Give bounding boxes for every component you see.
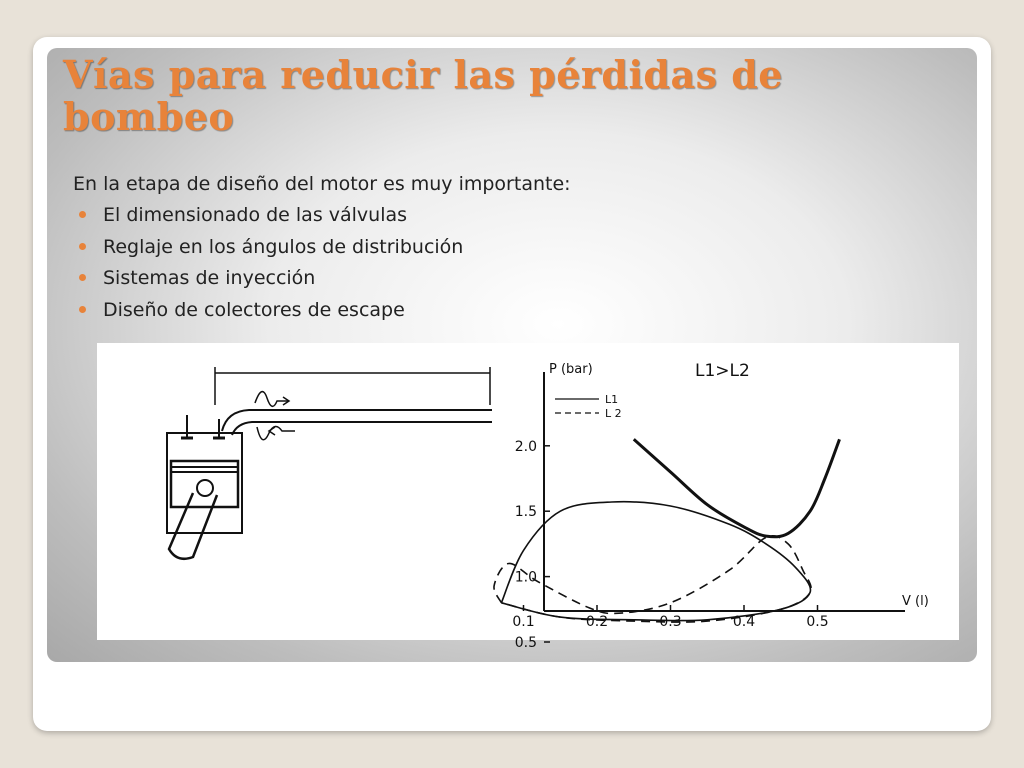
bullet-text: Sistemas de inyección xyxy=(103,267,316,289)
pipe-outer-wall xyxy=(222,410,492,431)
figure-panel xyxy=(97,343,959,651)
bold-curve-line xyxy=(634,439,840,536)
bullet-dot-icon xyxy=(79,274,86,281)
x-tick-label: 0.3 xyxy=(659,614,682,630)
bullet-text: Diseño de colectores de escape xyxy=(103,298,405,321)
bullet-list xyxy=(73,201,463,327)
series-line-2 xyxy=(494,536,811,622)
y-tick-label: 0.5 xyxy=(514,635,537,651)
bullet-dot-icon xyxy=(79,306,86,313)
figure-svg xyxy=(97,343,959,651)
wrist-pin-icon xyxy=(197,480,213,496)
reflected-wave-icon xyxy=(257,426,295,439)
x-tick-label: 0.1 xyxy=(512,614,535,630)
x-tick-label: 0.4 xyxy=(732,614,756,630)
connecting-rod xyxy=(169,493,217,559)
x-tick-label: 0.2 xyxy=(585,614,609,630)
bullet-item xyxy=(73,296,463,328)
series-line-1 xyxy=(501,502,810,621)
y-axis-label: P (bar) xyxy=(549,362,593,377)
bullet-dot-icon xyxy=(79,211,86,218)
bullet-dot-icon xyxy=(79,243,86,250)
intro-text: En la etapa de diseño del motor es muy importante: xyxy=(73,173,571,195)
bullet-text: Reglaje en los ángulos de distribución xyxy=(103,235,464,258)
y-tick-label: 2.0 xyxy=(514,438,537,455)
bullet-item xyxy=(73,264,463,296)
y-tick-label: 1.5 xyxy=(514,504,537,521)
cylinder-outline xyxy=(167,433,242,533)
x-tick-label: 0.5 xyxy=(806,614,829,630)
legend-label-l1: L1 xyxy=(605,393,619,406)
engine-diagram xyxy=(167,367,492,559)
slide-title: Vías para reducir las pérdidas de bombeo xyxy=(63,52,783,139)
arrow-left-icon xyxy=(269,427,275,435)
x-axis-label: V (l) xyxy=(902,594,929,609)
legend-label-l2: L 2 xyxy=(605,407,622,420)
bullet-item xyxy=(73,201,463,233)
pv-chart xyxy=(494,361,929,651)
bullet-text: El dimensionado de las válvulas xyxy=(103,204,408,226)
bullet-item xyxy=(73,233,463,265)
y-tick-label: 1.0 xyxy=(514,569,537,586)
chart-title: L1>L2 xyxy=(695,361,750,381)
chart-series xyxy=(494,439,840,622)
chart-legend xyxy=(555,393,622,420)
